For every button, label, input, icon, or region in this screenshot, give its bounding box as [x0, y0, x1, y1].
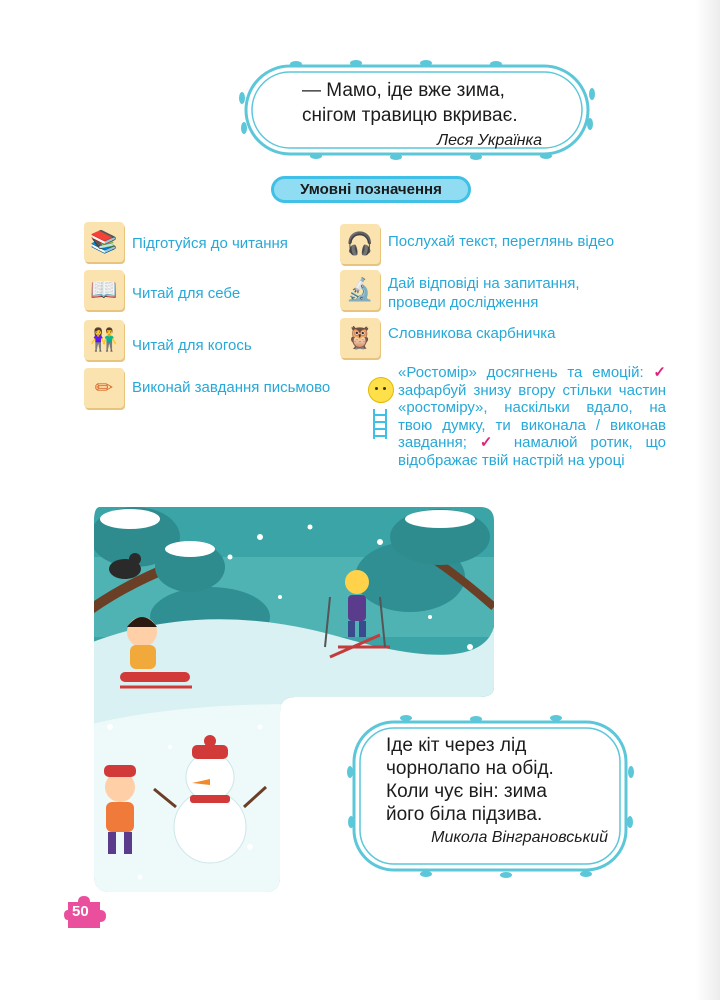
rostomir-part2: намалюй ротик, що відображає твій настрій на уроці [398, 434, 666, 469]
legend-item-vocabulary [340, 318, 556, 358]
legend-title: Умовні позначення [271, 176, 471, 203]
listening-boy-icon: 🎧 [340, 224, 380, 264]
legend-label: Виконай завдання письмово [132, 379, 331, 396]
page-number-text: 50 [72, 903, 89, 920]
legend-item-read-others [84, 320, 252, 360]
quote-line: його біла підзива. [386, 804, 543, 825]
quote-text-bottom [386, 734, 626, 849]
rostomir-intro: «Ростомір» досягнень та емоцій: [398, 364, 644, 381]
research-boy-icon: 🔬 [340, 270, 380, 310]
books-owl-icon: 🦉 [340, 318, 380, 358]
legend-label: Послухай текст, переглянь відео [388, 233, 615, 250]
quote-text-top [302, 78, 542, 153]
check-mark-icon: ✓ [653, 364, 666, 381]
quote-line: Іде кіт через лід [386, 735, 527, 756]
legend-label-line: проведи дослідження [388, 294, 539, 311]
girl-reading-icon: 📖 [84, 270, 124, 310]
reading-together-icon: 👫 [84, 320, 124, 360]
legend-label: Читай для когось [132, 337, 252, 354]
smiley-icon [368, 377, 394, 403]
legend-label [388, 274, 580, 312]
page-edge-shadow [696, 0, 720, 1000]
quote-frame-bottom [346, 712, 636, 880]
ladder-icon [371, 409, 389, 439]
legend-label: Словникова скарбничка [388, 325, 556, 342]
legend-item-read-self [84, 270, 240, 310]
page-number [64, 896, 106, 928]
quote-author: Микола Вінграновський [431, 829, 608, 846]
rostomir-description [398, 364, 666, 469]
legend-item-prepare [84, 222, 288, 262]
legend-label: Читай для себе [132, 285, 241, 302]
quote-author: Леся Українка [437, 132, 542, 149]
check-mark-icon: ✓ [479, 434, 502, 451]
children-reading-icon: 📚 [84, 222, 124, 262]
quote-line: Коли чує він: зима [386, 781, 547, 802]
quote-line: — Мамо, іде вже зима, [302, 80, 505, 101]
legend-item-listen [340, 224, 614, 264]
quote-line: снігом травицю вкриває. [302, 105, 518, 126]
pencil-icon: ✏ [84, 368, 124, 408]
legend-item-research [340, 270, 580, 312]
legend-label: Підготуйся до читання [132, 235, 288, 252]
quote-line: чорнолапо на обід. [386, 758, 554, 779]
rostomir-part1: зафарбуй знизу вгору стільки частин «ростоміру», наскільки вдало, на твою думку, ти виконала / виконав завдання; [398, 381, 666, 451]
legend-label-line: Дай відповіді на запитання, [388, 275, 580, 292]
legend-item-write [84, 368, 330, 408]
quote-frame-top [236, 58, 598, 162]
